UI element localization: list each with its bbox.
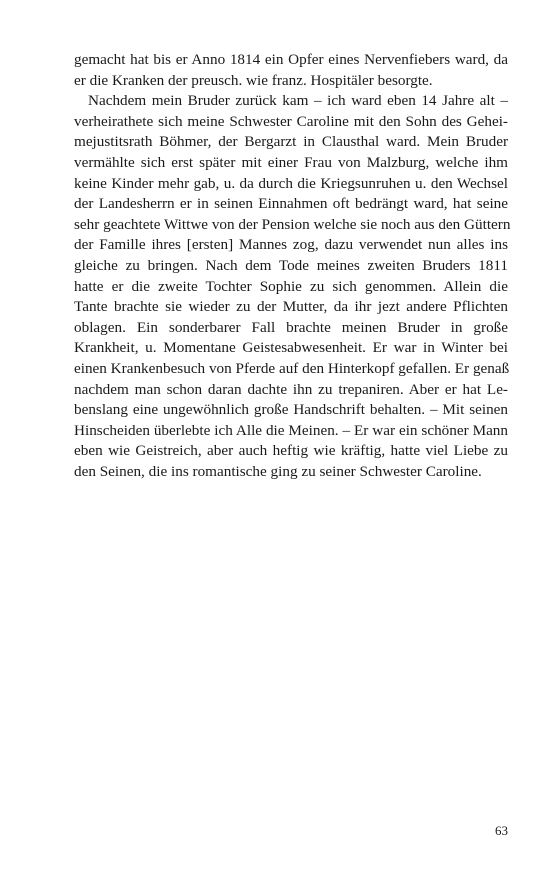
text-line: mejustitsrath Böhmer, der Bergarzt in Clausthal ward. Mein Bruder xyxy=(74,133,508,151)
text-line: vermählte sich erst später mit einer Frau von Malzburg, welche ihm xyxy=(74,153,508,171)
text-line: Tante brachte sie wieder zu der Mutter, da ihr jezt andere Pflichten xyxy=(74,298,508,316)
text-line: gleiche zu bringen. Nach dem Tode meines zweiten Bruders 1811 xyxy=(74,256,508,274)
text-line: eben wie Geistreich, aber auch heftig wie kräftig, hatte viel Liebe zu xyxy=(74,442,508,460)
text-line: Hinscheiden überlebte ich Alle die Meinen. – Er war ein schöner Mann xyxy=(74,421,508,439)
page-number: 63 xyxy=(495,823,508,838)
text-line: er die Kranken der preusch. wie franz. Hospitäler besorgte. xyxy=(74,71,433,89)
text-line: einen Krankenbesuch von Pferde auf den Hinterkopf gefallen. Er genaß xyxy=(74,359,510,377)
text-line: sehr geachtete Wittwe von der Pension welche sie noch aus den Güttern xyxy=(74,215,511,233)
text-line: Krankheit, u. Momentane Geistesabwesenheit. Er war in Winter bei xyxy=(74,339,508,357)
text-line: der Landesherrn er in seinen Einnahmen oft bedrängt ward, hat seine xyxy=(74,195,508,213)
text-line: keine Kinder mehr gab, u. da durch die Kriegsunruhen u. den Wechsel xyxy=(74,174,508,192)
text-line: hatte er die zweite Tochter Sophie zu sich genommen. Allein die xyxy=(74,277,508,295)
body-text xyxy=(74,50,511,482)
text-line: der Famille ihres [ersten] Mannes zog, dazu verwendet nun alles ins xyxy=(74,236,508,254)
text-line: verheirathete sich meine Schwester Caroline mit den Sohn des Gehei- xyxy=(74,112,508,130)
text-line: nachdem man schon daran dachte ihn zu trepaniren. Aber er hat Le- xyxy=(74,380,508,398)
text-line: den Seinen, die ins romantische ging zu seiner Schwester Caroline. xyxy=(74,462,482,480)
text-line: gemacht hat bis er Anno 1814 ein Opfer eines Nervenfiebers ward, da xyxy=(74,51,508,68)
text-line: Nachdem mein Bruder zurück kam – ich ward eben 14 Jahre alt – xyxy=(88,92,508,110)
text-line: oblagen. Ein sonderbarer Fall brachte meinen Bruder in große xyxy=(74,318,508,336)
text-line: benslang eine ungewöhnlich große Handschrift behalten. – Mit seinen xyxy=(74,401,508,419)
